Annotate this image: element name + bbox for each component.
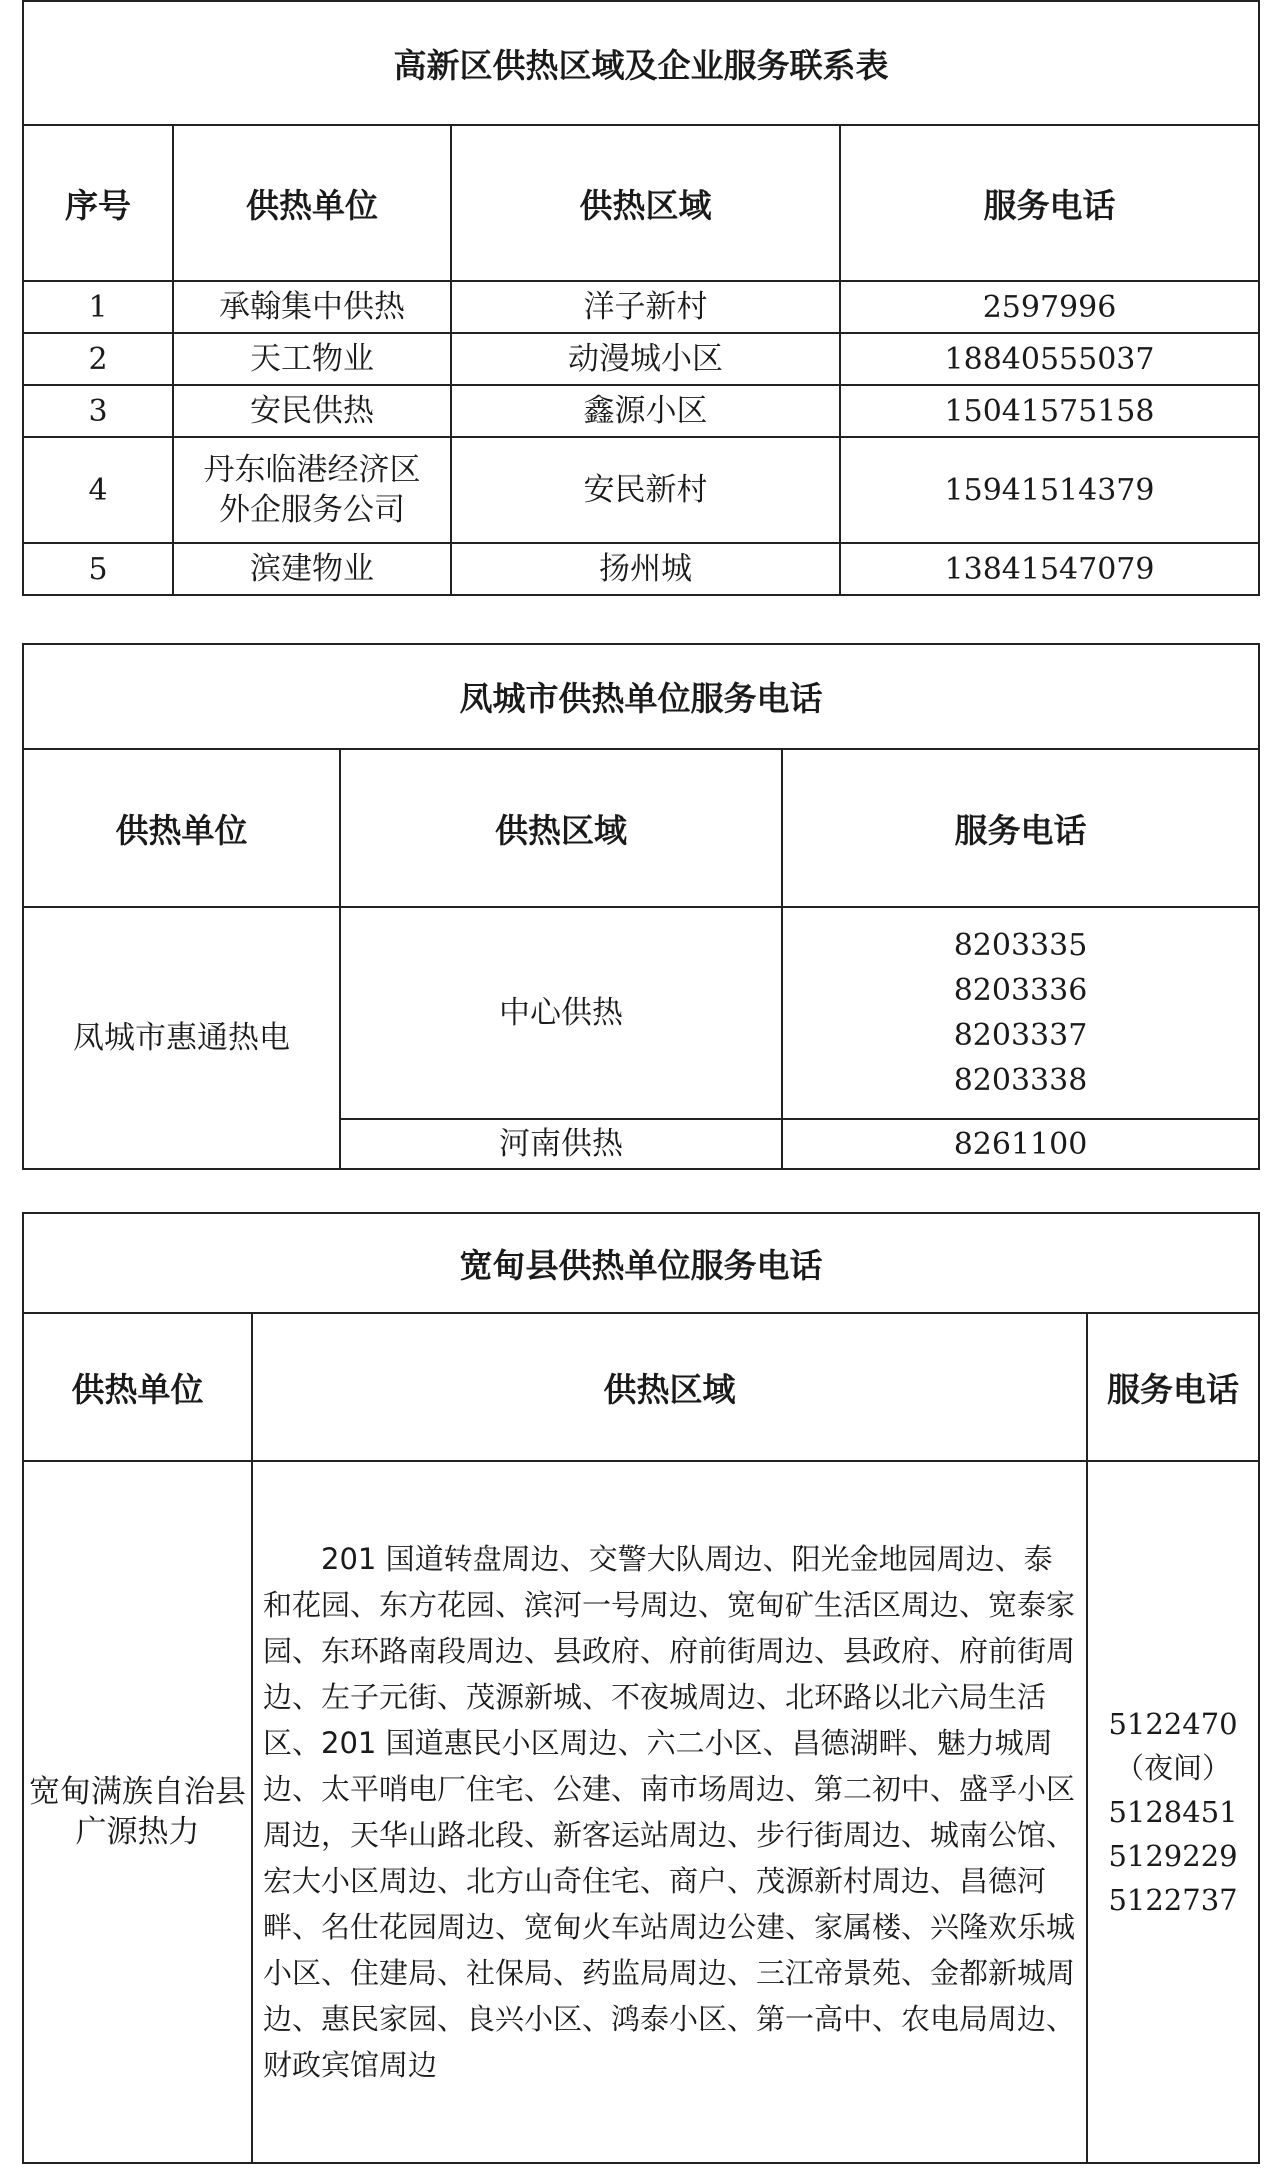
table-row [23, 437, 1259, 543]
header-unit: 供热单位 [23, 749, 340, 907]
row-no: 1 [23, 281, 173, 333]
area-name: 中心供热 [340, 907, 782, 1119]
header-unit: 供热单位 [173, 125, 451, 281]
row-no: 5 [23, 543, 173, 595]
fengcheng-table [22, 643, 1260, 1170]
table-row [23, 543, 1259, 595]
kuandian-title: 宽甸县供热单位服务电话 [23, 1213, 1259, 1313]
phone-number: 8203337 [953, 1018, 1088, 1053]
phone-number: 5129229 [1108, 1839, 1238, 1873]
header-no: 序号 [23, 125, 173, 281]
row-phone: 13841547079 [840, 543, 1259, 595]
fengcheng-unit: 凤城市惠通热电 [23, 907, 340, 1169]
phone-number: 8203336 [953, 973, 1088, 1008]
phone-number: 5122737 [1108, 1883, 1238, 1917]
phone-number: 5122470 [1108, 1707, 1238, 1741]
phone-number: 8203335 [953, 928, 1088, 963]
row-phone: 18840555037 [840, 333, 1259, 385]
phone-number: 5128451 [1108, 1795, 1238, 1829]
row-unit [173, 437, 451, 543]
header-phone: 服务电话 [782, 749, 1259, 907]
phone-number: 8203338 [953, 1063, 1088, 1098]
phone-list [1087, 1461, 1259, 2163]
kuandian-area-text: 201 国道转盘周边、交警大队周边、阳光金地园周边、泰和花园、东方花园、滨河一号周边、宽甸矿生活区周边、宽泰家园、东环路南段周边、县政府、府前街周边、县政府、府前街周边、左子元街、茂源新城、不夜城周边、北环路以北六局生活区、201 国道惠民小区周边、六二小区、昌德湖畔、魅力城周边、太平哨电厂住宅、公建、南市场周边、第二初中、盛孚小区周边，天华山路北段、新客运站周边、步行街周边、城南公馆、宏大小区周边、北方山奇住宅、商户、茂源新村周边、昌德河畔、名仕花园周边、宽甸火车站周边公建、家属楼、兴隆欢乐城小区、住建局、社保局、药监局周边、三江帝景苑、金都新城周边、惠民家园、良兴小区、鸿泰小区、第一高中、农电局周边、财政宾馆周边 [252, 1461, 1087, 2163]
table-row [23, 1461, 1259, 2163]
phone-list [782, 907, 1259, 1119]
row-no: 4 [23, 437, 173, 543]
row-unit: 滨建物业 [173, 543, 451, 595]
table-row [23, 333, 1259, 385]
row-area: 安民新村 [451, 437, 840, 543]
area-name: 河南供热 [340, 1119, 782, 1169]
row-phone: 2597996 [840, 281, 1259, 333]
kuandian-unit: 宽甸满族自治县广源热力 [23, 1461, 252, 2163]
header-area: 供热区域 [451, 125, 840, 281]
row-unit: 天工物业 [173, 333, 451, 385]
row-unit: 承翰集中供热 [173, 281, 451, 333]
row-no: 3 [23, 385, 173, 437]
fengcheng-title: 凤城市供热单位服务电话 [23, 644, 1259, 749]
row-area: 动漫城小区 [451, 333, 840, 385]
table-row [23, 907, 1259, 1119]
header-phone: 服务电话 [840, 125, 1259, 281]
phone-number: 8261100 [782, 1119, 1259, 1169]
header-phone: 服务电话 [1087, 1313, 1259, 1461]
header-area: 供热区域 [252, 1313, 1087, 1461]
header-unit: 供热单位 [23, 1313, 252, 1461]
row-no: 2 [23, 333, 173, 385]
row-area: 鑫源小区 [451, 385, 840, 437]
gaoxin-title: 高新区供热区域及企业服务联系表 [23, 1, 1259, 125]
table-row [23, 281, 1259, 333]
row-unit-line2: 外企服务公司 [219, 492, 405, 528]
row-unit-line1: 丹东临港经济区 [203, 452, 421, 488]
kuandian-table [22, 1212, 1260, 2164]
header-area: 供热区域 [340, 749, 782, 907]
table-row [23, 385, 1259, 437]
row-unit: 安民供热 [173, 385, 451, 437]
row-area: 扬州城 [451, 543, 840, 595]
row-area: 洋子新村 [451, 281, 840, 333]
phone-note: （夜间） [1115, 1751, 1232, 1785]
gaoxin-table [22, 0, 1260, 596]
row-phone: 15941514379 [840, 437, 1259, 543]
row-phone: 15041575158 [840, 385, 1259, 437]
